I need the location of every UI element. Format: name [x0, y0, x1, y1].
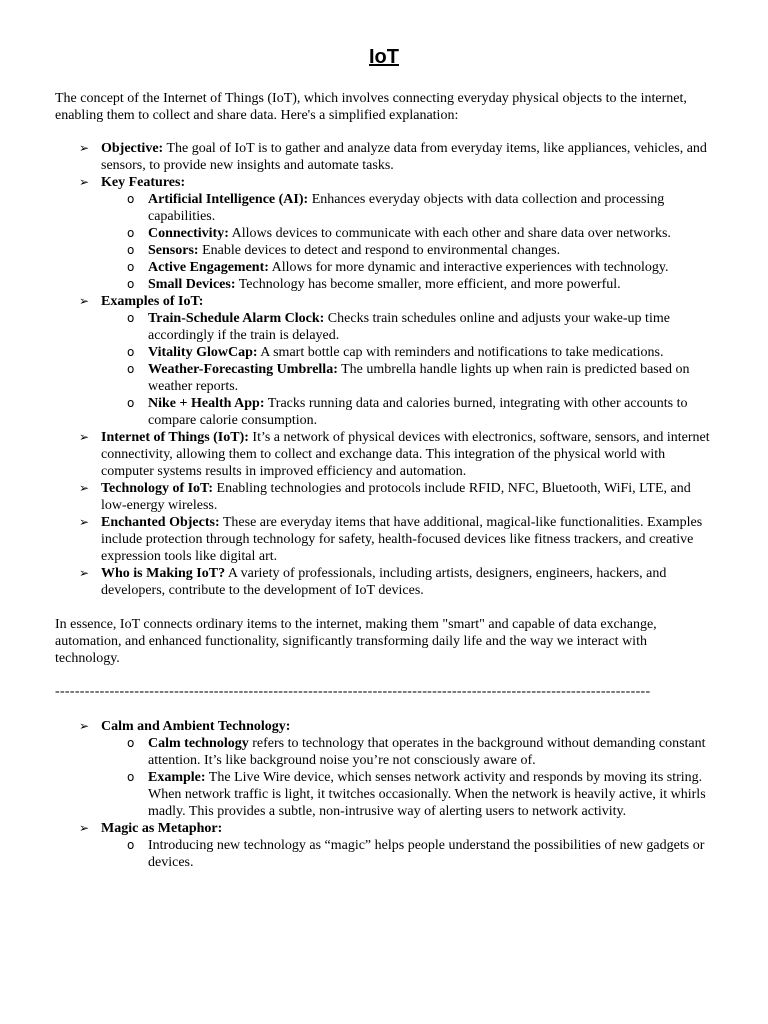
bullet-term: Enchanted Objects: — [101, 515, 220, 530]
sub-bullet-text: Allows devices to communicate with each other and share data over networks. — [228, 226, 671, 241]
sub-bullet-item — [101, 769, 715, 820]
sub-bullet-text: Checks train schedules online and adjusts your wake-up time accordingly if the train is delayed. — [148, 311, 670, 343]
sub-bullet-item — [101, 242, 715, 259]
bullet-item — [55, 429, 715, 480]
sub-bullet-list — [101, 735, 715, 820]
bullet-item — [55, 820, 715, 871]
sub-bullet-text: Tracks running data and calories burned, integrating with other accounts to compare calorie consumption. — [148, 396, 688, 428]
sub-bullet-text: refers to technology that operates in the background without demanding constant attention. It’s like background noise you’re not consciously aware of. — [148, 736, 706, 768]
bullet-term: Key Features: — [101, 175, 186, 190]
circle-bullet-icon: o — [127, 192, 135, 206]
bullet-text: It’s a network of physical devices with electronics, software, sensors, and internet connectivity, allowing them to collect and exchange data. This integration of the physical world with computer systems results in improved efficiency and automation. — [101, 430, 710, 479]
bullet-term: Internet of Things (IoT): — [101, 430, 249, 445]
circle-bullet-icon: o — [127, 736, 135, 750]
arrow-bullet-icon: ➢ — [79, 141, 90, 155]
sub-bullet-item — [101, 837, 715, 871]
sub-bullet-item — [101, 259, 715, 276]
section-divider: ------------------------------------------------------------------------------------------------------------------------ — [55, 684, 651, 699]
circle-bullet-icon: o — [127, 345, 135, 359]
document-body — [55, 90, 715, 871]
sub-bullet-term: Artificial Intelligence (AI): — [148, 192, 309, 207]
sub-bullet-text: Enable devices to detect and respond to environmental changes. — [198, 243, 561, 258]
circle-bullet-icon: o — [127, 362, 135, 376]
arrow-bullet-icon: ➢ — [79, 566, 90, 580]
bullet-term: Objective: — [101, 141, 164, 156]
circle-bullet-icon: o — [127, 226, 135, 240]
sub-bullet-term: Train-Schedule Alarm Clock: — [148, 311, 325, 326]
sub-bullet-list — [101, 310, 715, 429]
bullet-item — [55, 480, 715, 514]
bullet-item — [55, 565, 715, 599]
bullet-text: A variety of professionals, including artists, designers, engineers, hackers, and developers, contribute to the development of IoT devices. — [101, 566, 667, 598]
circle-bullet-icon: o — [127, 311, 135, 325]
bullet-text: Enabling technologies and protocols include RFID, NFC, Bluetooth, WiFi, LTE, and low-energy wireless. — [101, 481, 691, 513]
bullet-term: Who is Making IoT? — [101, 566, 226, 581]
sub-bullet-list — [101, 837, 715, 871]
circle-bullet-icon: o — [127, 243, 135, 257]
sub-bullet-term: Weather-Forecasting Umbrella: — [148, 362, 338, 377]
arrow-bullet-icon: ➢ — [79, 719, 90, 733]
arrow-bullet-icon: ➢ — [79, 294, 90, 308]
sub-bullet-item — [101, 361, 715, 395]
intro-paragraph: The concept of the Internet of Things (IoT), which involves connecting everyday physical objects to the internet, enabling them to collect and share data. Here's a simplified explanation: — [55, 91, 687, 123]
sub-bullet-item — [101, 735, 715, 769]
bullet-item — [55, 718, 715, 820]
sub-bullet-item — [101, 344, 715, 361]
sub-bullet-item — [101, 191, 715, 225]
sub-bullet-term: Sensors: — [148, 243, 199, 258]
sub-bullet-text: Introducing new technology as “magic” helps people understand the possibilities of new gadgets or devices. — [148, 838, 705, 870]
sub-bullet-text: Technology has become smaller, more efficient, and more powerful. — [235, 277, 621, 292]
bullet-term: Examples of IoT: — [101, 294, 204, 309]
arrow-bullet-icon: ➢ — [79, 821, 90, 835]
sub-bullet-term: Example: — [148, 770, 206, 785]
sub-bullet-text: Enhances everyday objects with data collection and processing capabilities. — [148, 192, 665, 224]
bullet-term: Calm and Ambient Technology: — [101, 719, 291, 734]
essence-paragraph: In essence, IoT connects ordinary items to the internet, making them "smart" and capable of data exchange, automation, and enhanced functionality, significantly transforming daily life and the way we interact with technology. — [55, 617, 657, 666]
circle-bullet-icon: o — [127, 260, 135, 274]
sub-bullet-text: The Live Wire device, which senses network activity and responds by moving its string. When network traffic is light, it twitches occasionally. When the network is heavily active, it whirls madly. This provides a subtle, non-intrusive way of alerting users to network activity. — [148, 770, 706, 819]
arrow-bullet-icon: ➢ — [79, 430, 90, 444]
sub-bullet-term: Vitality GlowCap: — [148, 345, 258, 360]
arrow-bullet-icon: ➢ — [79, 175, 90, 189]
bullet-term: Technology of IoT: — [101, 481, 214, 496]
bullet-term: Magic as Metaphor: — [101, 821, 223, 836]
sub-bullet-term: Small Devices: — [148, 277, 236, 292]
sub-bullet-item — [101, 310, 715, 344]
bullet-item — [55, 174, 715, 293]
circle-bullet-icon: o — [127, 277, 135, 291]
sub-bullet-item — [101, 276, 715, 293]
sub-bullet-list — [101, 191, 715, 293]
sub-bullet-text: Allows for more dynamic and interactive experiences with technology. — [268, 260, 669, 275]
sub-bullet-term: Connectivity: — [148, 226, 229, 241]
bullet-item — [55, 140, 715, 174]
sub-bullet-term: Nike + Health App: — [148, 396, 265, 411]
bullet-item — [55, 514, 715, 565]
sub-bullet-term: Calm technology — [148, 736, 249, 751]
sub-bullet-item — [101, 225, 715, 242]
circle-bullet-icon: o — [127, 838, 135, 852]
circle-bullet-icon: o — [127, 396, 135, 410]
bullet-item — [55, 293, 715, 429]
sub-bullet-text: The umbrella handle lights up when rain is predicted based on weather reports. — [148, 362, 690, 394]
sub-bullet-item — [101, 395, 715, 429]
page-title: IoT — [369, 46, 399, 68]
bullet-text: These are everyday items that have additional, magical-like functionalities. Examples include protection through technology for safety, health-focused devices like fitness trackers, and creative expression tools like digital art. — [101, 515, 703, 564]
sub-bullet-term: Active Engagement: — [148, 260, 269, 275]
circle-bullet-icon: o — [127, 770, 135, 784]
sub-bullet-text: A smart bottle cap with reminders and notifications to take medications. — [257, 345, 664, 360]
bullet-text: The goal of IoT is to gather and analyze data from everyday items, like appliances, vehicles, and sensors, to provide new insights and automate tasks. — [101, 141, 707, 173]
main-bullet-list — [55, 140, 715, 599]
arrow-bullet-icon: ➢ — [79, 481, 90, 495]
arrow-bullet-icon: ➢ — [79, 515, 90, 529]
secondary-bullet-list — [55, 718, 715, 871]
